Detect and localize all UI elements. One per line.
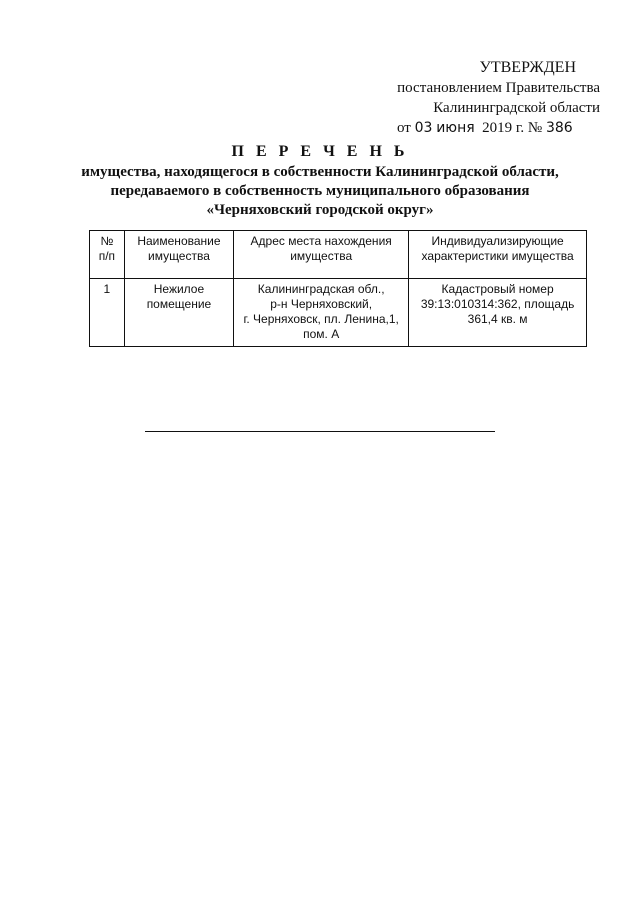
cell-name — [124, 279, 233, 347]
approval-date-line — [380, 118, 600, 138]
header-name-line-2: имущества — [147, 249, 210, 263]
header-address-line-1: Адрес места нахождения — [250, 234, 392, 248]
header-address — [234, 231, 409, 279]
document-heading — [80, 142, 560, 220]
heading-line-3: «Черняховский городской округ» — [206, 202, 434, 218]
cell-characteristics — [409, 279, 587, 347]
closing-rule — [145, 431, 495, 432]
header-num — [90, 231, 125, 279]
cell-name-line-1: Нежилое — [153, 282, 205, 296]
cell-characteristics-line-1: Кадастровый номер — [441, 282, 554, 296]
document-title: П Е Р Е Ч Е Н Ь — [231, 143, 409, 160]
header-num-line-2: п/п — [98, 249, 116, 263]
header-characteristics-line-2: характеристики имущества — [421, 249, 574, 263]
cell-characteristics-line-2: 39:13:010314:362, площадь — [420, 297, 575, 311]
date-month: июня — [436, 120, 475, 136]
approval-line-1: постановлением Правительства — [397, 80, 600, 96]
header-name — [124, 231, 233, 279]
cell-characteristics-line-3: 361,4 кв. м — [467, 312, 528, 326]
approval-heading: УТВЕРЖДЕН — [479, 59, 576, 76]
header-num-line-1: № — [100, 234, 114, 248]
cell-address-line-2: р-н Черняховский, — [270, 297, 373, 311]
heading-line-2: передаваемого в собственность муниципального образования — [110, 183, 530, 199]
header-address-line-2: имущества — [290, 249, 353, 263]
decree-number: 386 — [545, 120, 573, 136]
cell-address-line-4: пом. А — [303, 327, 340, 341]
heading-line-1: имущества, находящегося в собственности Калининградской области, — [81, 164, 559, 180]
approval-block — [380, 58, 600, 138]
table-header-row — [90, 231, 587, 279]
approval-line-2: Калининградской области — [433, 100, 600, 116]
header-characteristics-line-1: Индивидуализирующие — [431, 234, 564, 248]
cell-address-line-1: Калининградская обл., — [257, 282, 385, 296]
date-prefix: от — [397, 120, 411, 136]
cell-address-line-3: г. Черняховск, пл. Ленина,1, — [243, 312, 399, 326]
table-row — [90, 279, 587, 347]
header-characteristics — [409, 231, 587, 279]
cell-address — [234, 279, 409, 347]
header-name-line-1: Наименование — [137, 234, 221, 248]
property-table — [89, 230, 587, 347]
cell-name-line-2: помещение — [146, 297, 212, 311]
date-year: 2019 г. № — [482, 120, 543, 136]
cell-num: 1 — [90, 279, 125, 347]
date-day: 03 — [414, 120, 433, 136]
